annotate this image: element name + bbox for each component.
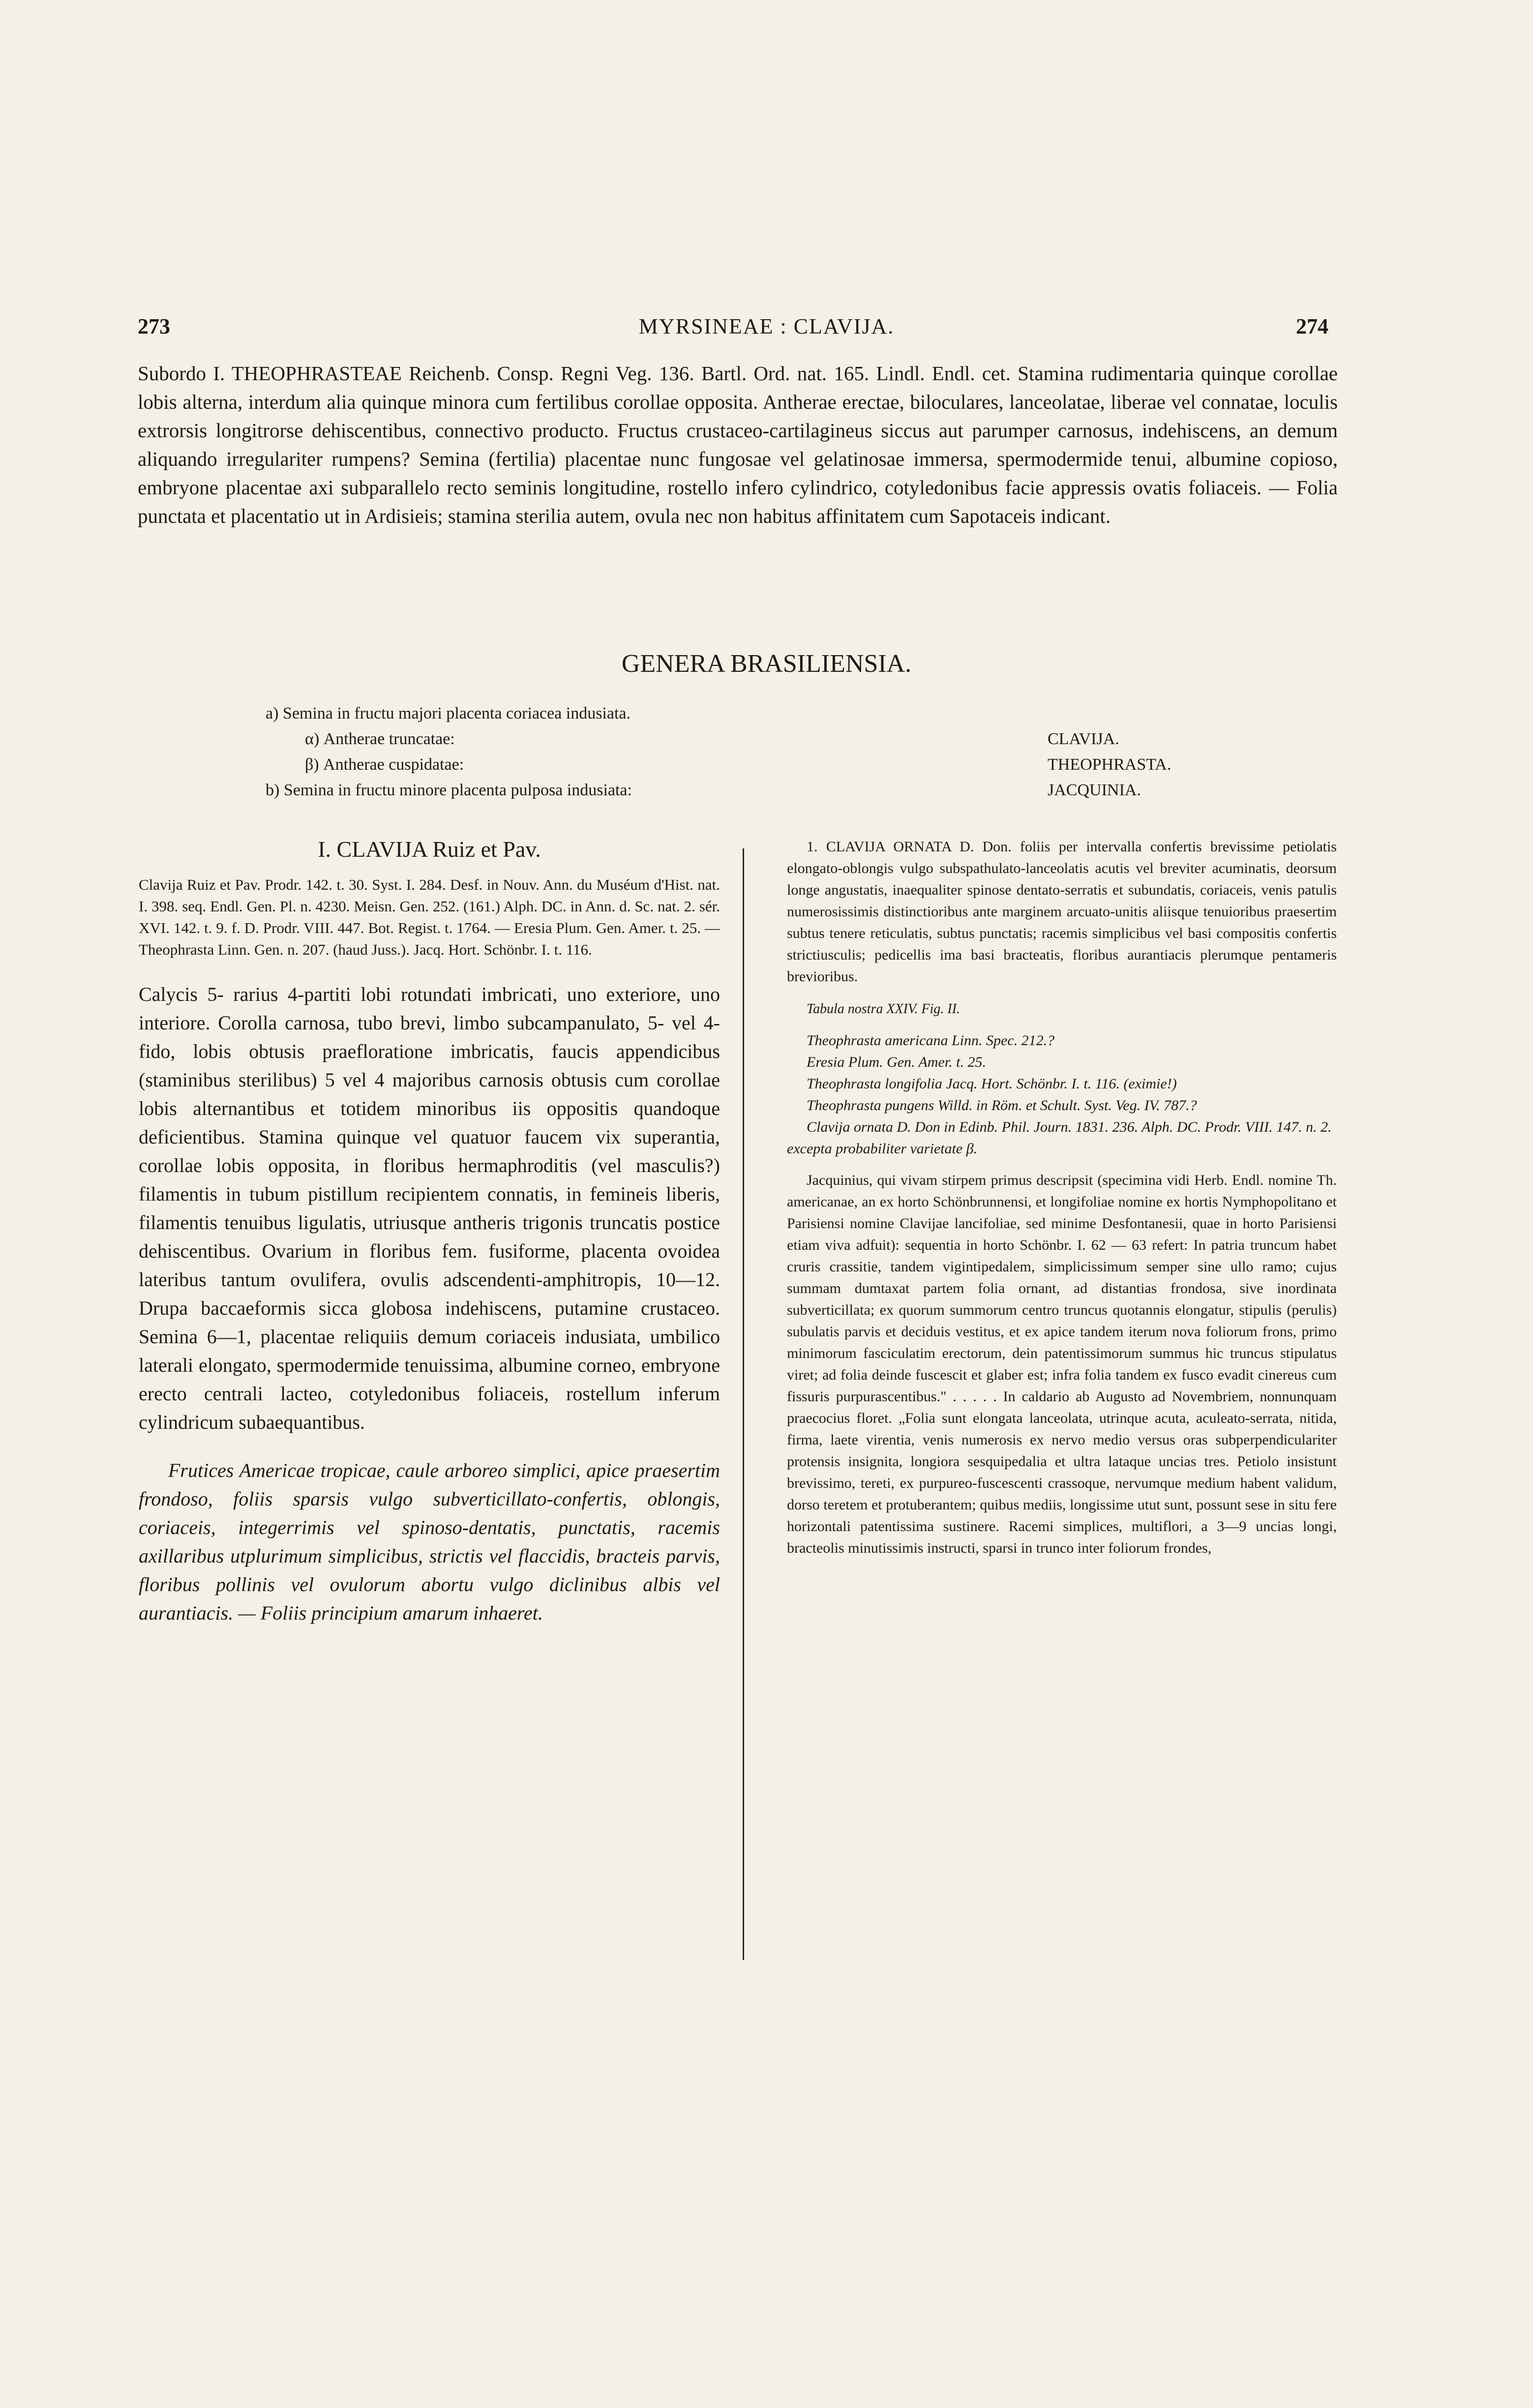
page-number-right: 274 xyxy=(1296,314,1328,338)
page-number-left: 273 xyxy=(138,314,170,338)
key-line-a: a) Semina in fructu majori placenta coriacea indusiata. xyxy=(266,704,631,722)
synonym-line: Theophrasta longifolia Jacq. Hort. Schönbr. I. t. 116. (eximie!) xyxy=(807,1076,1177,1092)
jacquin-note: Jacquinius, qui vivam stirpem primus descripsit (specimina vidi Herb. Endl. nomine Th. americanae, an ex horto Schönbrunnensi, et longifoliae nomine ex hortis Nymphopolitano et Parisiensi nomine Clavijae lancifoliae, sed minime Desfontanesii, quae in horto Parisiensi etiam viva adfuit): sequentia in horto Schönbr. I. 62 — 63 refert: In patria truncum habet cruris crassitie, tandem vigintipedalem, simplicissimum semper sine ullo ramo; cujus summam dumtaxat partem folia ornant, ad distantias frondosa, sive inordinata subverticillata; ex quorum summorum centro truncus quotannis elongatur, stipulis (perulis) subulatis parvis et deciduis vestitus, et ex apice tandem iterum nova foliorum frons, primo minimorum fasciculatim erectorum, dein patentissimorum summus hic truncus stipulatus viret; ad folia deinde fuscescit et glaber est; infra folia tandem ex fusco evadit cinereus cum fissuris purpurascentibus." . . . . . In caldario ab Augusto ad Novembriem, nonnunquam praecocius floret. „Folia sunt elongata lanceolata, utrinque acuta, aculeato-serrata, nitida, firma, laete virentia, venis numerosis ex nervo medio versus oras subperpendiculariter protensis insignita, longiora sesquipedalia et ultra lataque uncias tres. Petiolo insistunt brevissimo, tereti, ex purpureo-fuscescenti crassoque, nervumque medium habent validum, dorso teretem et protuberantem; quibus mediis, longissime utut sunt, possunt sese in situ fere horizontali patentissima sustinere. Racemi simplices, multiflori, a 3—9 uncias longi, bracteolis minutissimis instructi, sparsi in trunco inter foliorum frondes, xyxy=(787,1172,1337,1556)
key-genus-theophrasta: THEOPHRASTA. xyxy=(1048,755,1172,774)
genus-synonymy: Clavija Ruiz et Pav. Prodr. 142. t. 30. Syst. I. 284. Desf. in Nouv. Ann. du Muséum d'Hist. nat. I. 398. seq. Endl. Gen. Pl. n. 4230. Meisn. Gen. 252. (161.) Alph. DC. in Ann. d. Sc. nat. 2. sér. XVI. 142. t. 9. f. D. Prodr. VIII. 447. Bot. Regist. t. 1764. — Eresia Plum. Gen. Amer. t. 25. — Theophrasta Linn. Gen. n. 207. (haud Juss.). Jacq. Hort. Schönbr. I. t. 116. xyxy=(139,876,720,958)
running-head: MYRSINEAE : CLAVIJA. xyxy=(638,314,895,338)
synonym-line: Theophrasta americana Linn. Spec. 212.? xyxy=(807,1032,1055,1049)
key-line-alpha: α) Antherae truncatae: xyxy=(305,730,455,748)
key-line-beta: β) Antherae cuspidatae: xyxy=(305,755,464,774)
column-divider xyxy=(743,848,744,1960)
key-genus-clavija: CLAVIJA. xyxy=(1048,730,1119,748)
left-column xyxy=(139,836,720,1627)
genera-title: GENERA BRASILIENSIA. xyxy=(621,650,912,678)
genus-description: Calycis 5- rarius 4-partiti lobi rotundati imbricati, uno exteriore, uno interiore. Corolla carnosa, tubo brevi, limbo subcampanulato, 5- vel 4-fido, lobis obtusis praefloratione imbricatis, faucis appendicibus (staminibus sterilibus) 5 vel 4 majoribus carnosis obtusis cum corollae lobis alternantibus et totidem minoribus iis oppositis quandoque deficientibus. Stamina quinque vel quatuor faucem vix superantia, corollae lobis opposita, in floribus hermaphroditis (vel masculis?) filamentis in tubum pistillum recipientem connatis, in femineis liberis, filamentis tenuibus ligulatis, utriusque antheris trigonis truncatis postice dehiscentibus. Ovarium in floribus fem. fusiforme, placenta ovoidea lateribus tantum ovulifera, ovulis adscendenti-amphitropis, 10—12. Drupa baccaeformis sicca globosa indehiscens, putamine crustaceo. Semina 6—1, placentae reliquiis demum coriaceis indusiata, umbilico laterali elongato, spermodermide tenuissima, albumine corneo, embryone erecto centrali lacteo, cotyledonibus foliaceis, rostellum inferum cylindricum subaequantibus. xyxy=(139,983,720,1433)
key-line-b: b) Semina in fructu minore placenta pulposa indusiata: xyxy=(266,781,632,799)
key-genus-jacquinia: JACQUINIA. xyxy=(1048,781,1141,799)
genus-habit: Frutices Americae tropicae, caule arboreo simplici, apice praesertim frondoso, foliis sparsis vulgo subverticillato-confertis, oblongis, coriaceis, integerrimis vel spinoso-dentatis, punctatis, racemis axillaribus utplurimum simplicibus, strictis vel flaccidis, bracteis parvis, floribus pollinis vel ovulorum abortu vulgo diclinibus albis vel aurantiacis. — Foliis principium amarum inhaeret. xyxy=(139,1459,720,1624)
plate-reference: Tabula nostra XXIV. Fig. II. xyxy=(807,1001,960,1017)
species-description: 1. CLAVIJA ORNATA D. Don. foliis per intervalla confertis brevissime petiolatis elongato-oblongis vulgo subspathulato-lanceolatis acutis vel breviter acuminatis, deorsum longe angustatis, inaequaliter spinose dentato-serratis et subundatis, coriaceis, venis patulis numerosissimis distinctioribus ante marginem arcuato-unitis aliisque tenuioribus praesertim subtus tenere reticulatis, subtus punctatis; racemis simplicibus vel basi compositis confertis strictiusculis; pedicellis ima basi bracteatis, floribus aurantiacis plerumque pentameris brevioribus. xyxy=(787,839,1337,985)
right-column xyxy=(787,836,1337,1559)
synonym-line: Theophrasta pungens Willd. in Röm. et Schult. Syst. Veg. IV. 787.? xyxy=(807,1097,1197,1114)
suborder-paragraph: Subordo I. THEOPHRASTEAE Reichenb. Consp. Regni Veg. 136. Bartl. Ord. nat. 165. Lindl. Endl. cet. Stamina rudimentaria quinque corollae lobis alterna, interdum alia quinque minora cum fertilibus corollae opposita. Antherae erectae, biloculares, lanceolatae, liberae vel connatae, loculis extrorsis longitrorse dehiscentibus, connectivo producto. Fructus crustaceo-cartilagineus siccus aut parumper carnosus, indehiscens, an demum aliquando irregulariter rumpens? Semina (fertilia) placentae nunc fungosae vel gelatinosae immersa, spermodermide tenui, albumine copioso, embryone placentae axi subparallelo recto seminis longitudine, rostello infero cylindrico, cotyledonibus facie appressis ovatis foliaceis. — Folia punctata et placentatio ut in Ardisieis; stamina sterilia autem, ovula nec non habitus affinitatem cum Sapotaceis indicant. xyxy=(138,362,1338,527)
synonym-line: Clavija ornata D. Don in Edinb. Phil. Journ. 1831. 236. Alph. DC. Prodr. VIII. 147. n. 2. excepta probabiliter varietate β. xyxy=(787,1119,1332,1157)
synonym-line: Eresia Plum. Gen. Amer. t. 25. xyxy=(807,1054,986,1070)
genus-heading: I. CLAVIJA Ruiz et Pav. xyxy=(318,837,541,862)
